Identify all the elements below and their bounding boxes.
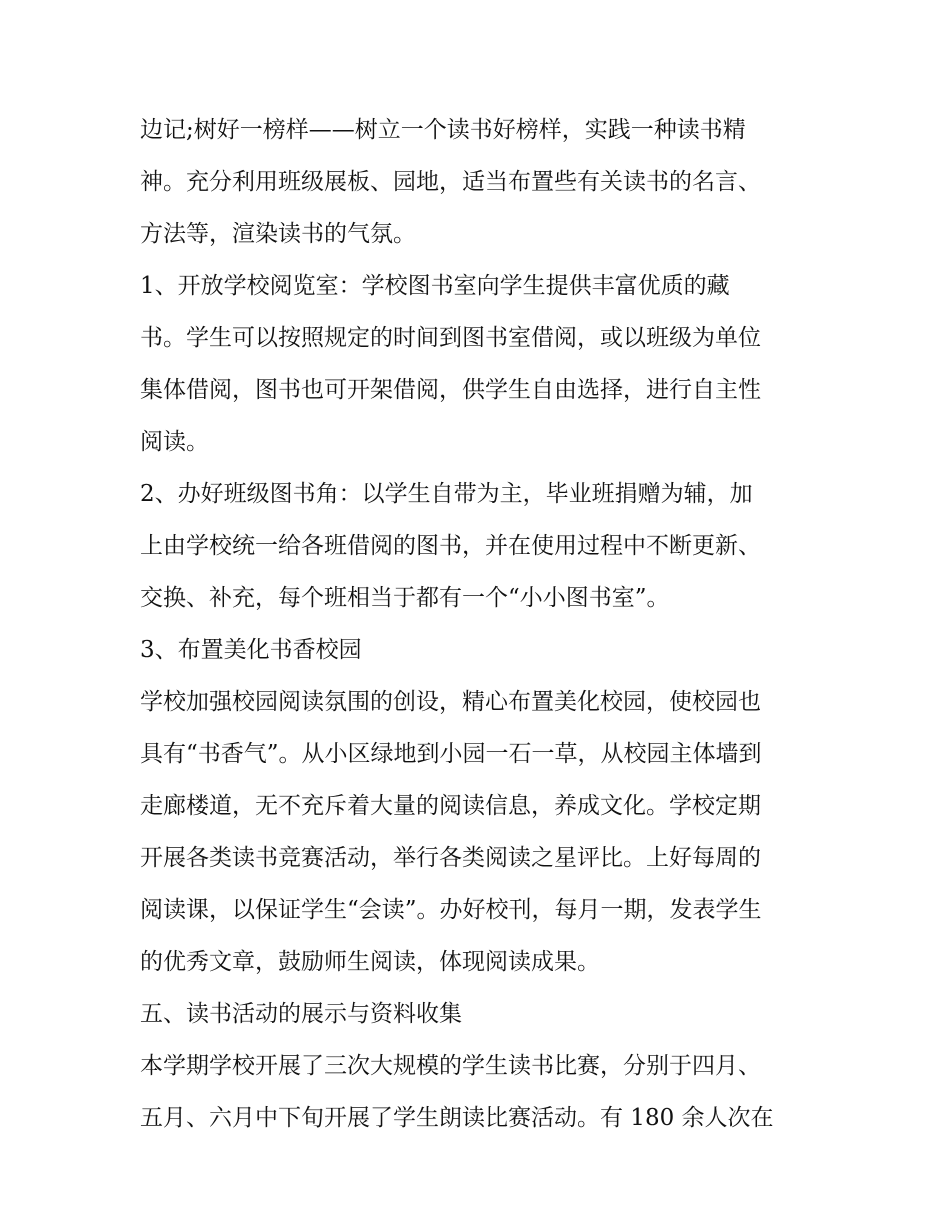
text-line: 阅读课，以保证学生“会读”。办好校刊，每月一期，发表学生 bbox=[140, 897, 762, 923]
text-line: 书。学生可以按照规定的时间到图书室借阅，或以班级为单位 bbox=[140, 325, 761, 351]
text-line: 神。充分利用班级展板、园地，适当布置些有关读书的名言、 bbox=[140, 169, 761, 195]
text-line: 本学期学校开展了三次大规模的学生读书比赛，分别于四月、 bbox=[140, 1053, 761, 1079]
text-line: 交换、补充，每个班相当于都有一个“小小图书室”。 bbox=[140, 585, 670, 611]
text-line: 学校加强校园阅读氛围的创设，精心布置美化校园，使校园也 bbox=[140, 689, 761, 715]
document-body bbox=[140, 104, 830, 1144]
text-line: 边记;树好一榜样——树立一个读书好榜样，实践一种读书精 bbox=[140, 117, 746, 143]
text-line: 阅读。 bbox=[140, 429, 209, 455]
text-line: 2、办好班级图书角：以学生自带为主，毕业班捐赠为辅，加 bbox=[140, 481, 753, 507]
text-line: 上由学校统一给各班借阅的图书，并在使用过程中不断更新、 bbox=[140, 533, 761, 559]
text-line: 的优秀文章，鼓励师生阅读，体现阅读成果。 bbox=[140, 949, 600, 975]
text-line: 五月、六月中下旬开展了学生朗读比赛活动。有 180 余人次在 bbox=[140, 1105, 774, 1131]
text-line: 方法等，渲染读书的气氛。 bbox=[140, 221, 416, 247]
text-line: 具有“书香气”。从小区绿地到小园一石一草，从校园主体墙到 bbox=[140, 741, 762, 767]
text-line: 开展各类读书竞赛活动，举行各类阅读之星评比。上好每周的 bbox=[140, 845, 761, 871]
section-heading: 3、布置美化书香校园 bbox=[140, 637, 362, 663]
text-line: 集体借阅，图书也可开架借阅，供学生自由选择，进行自主性 bbox=[140, 377, 761, 403]
text-line: 1、开放学校阅览室：学校图书室向学生提供丰富优质的藏 bbox=[140, 273, 730, 299]
text-line: 走廊楼道，无不充斥着大量的阅读信息，养成文化。学校定期 bbox=[140, 793, 761, 819]
section-heading: 五、读书活动的展示与资料收集 bbox=[140, 1001, 462, 1027]
